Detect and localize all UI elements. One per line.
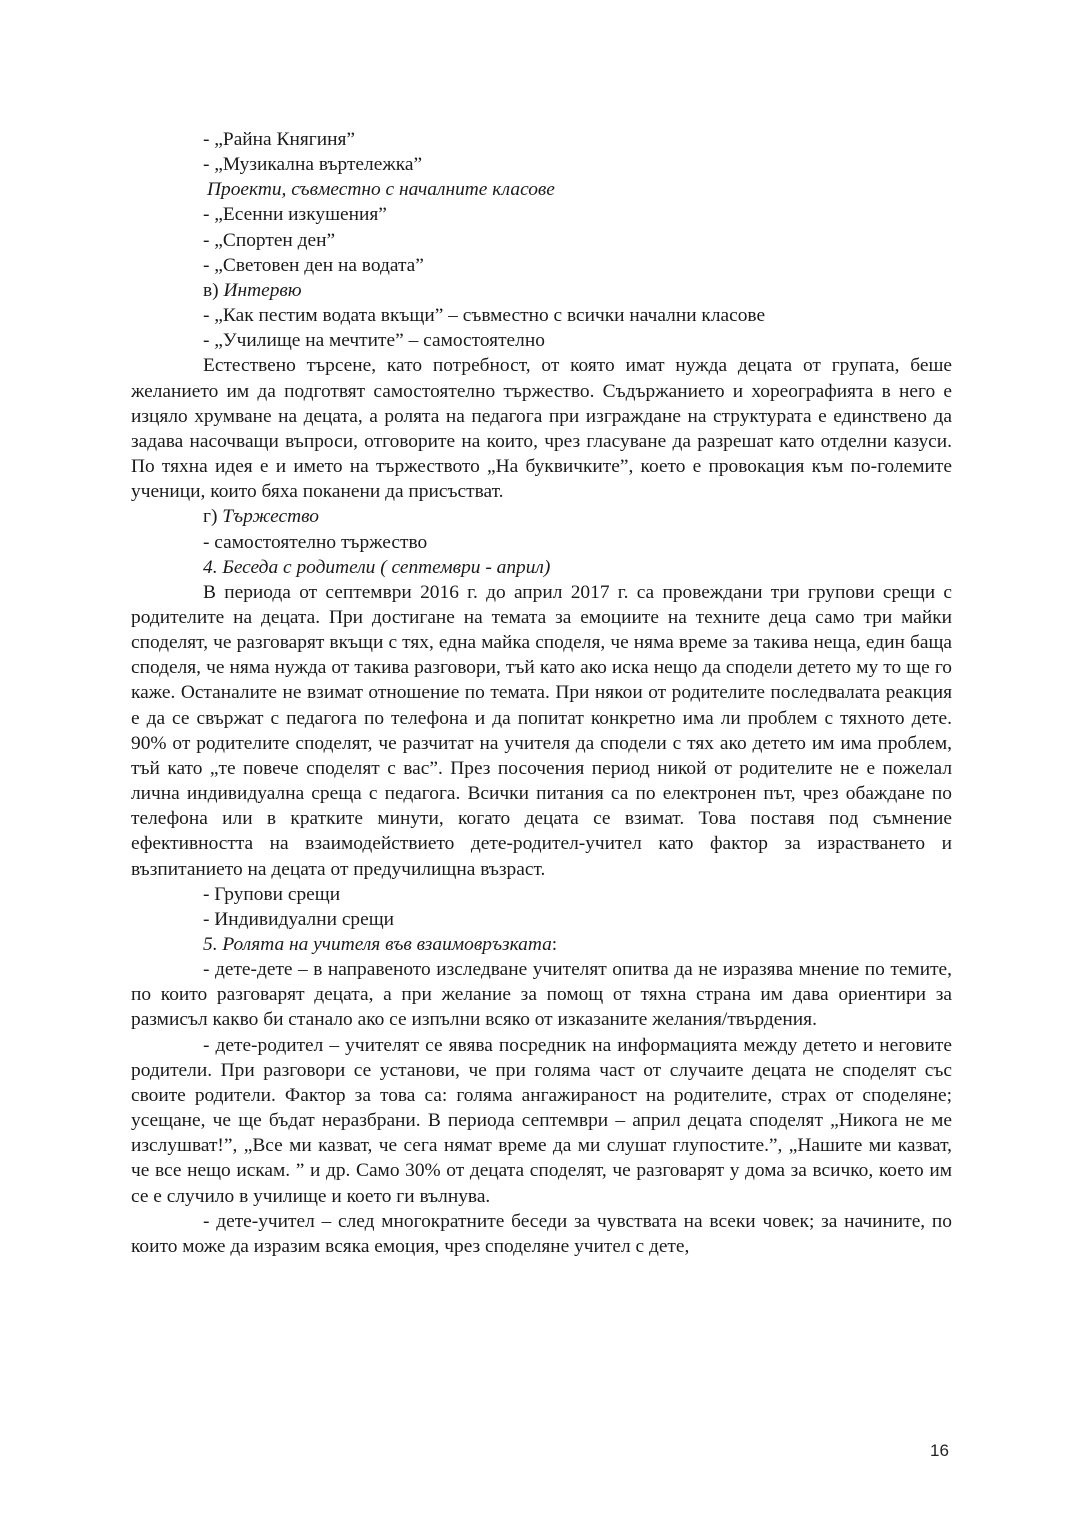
section-heading-5: [131, 932, 952, 957]
paragraph: Естествено търсене, като потребност, от която имат нужда децата от групата, беше желанието им да подготвят самостоятелно тържество. Съдържанието и хореографията в него е изцяло хрумване на децата, а ролята на педагога при изграждане на структурата е единствено да задава насочващи въпроси, отговорите на които, чрез гласуване да разрешат като отделни казуси. По тяхна идея е и името на тържеството „На буквичките”, което е провокация към по-големите ученици, които бяха поканени да присъстват.: [131, 355, 952, 503]
list-item: - самостоятелно тържество: [203, 531, 428, 553]
section-heading-4: 4. Беседа с родители ( септември - април): [203, 556, 551, 578]
list-item: - „Есенни изкушения”: [203, 204, 387, 226]
list-item: - „Музикална въртележка”: [203, 154, 423, 176]
list-item: - Групови срещи: [203, 883, 341, 905]
section-title: Тържество: [222, 506, 319, 528]
paragraph: - дете-дете – в направеното изследване учителят опитва да не изразява мнение по темите, по които разговарят децата, а при желание за помощ от тяхна страна им дава ориентири за размисъл какво би станало ако се изпълни всяко от изказаните желания/твърдения.: [131, 959, 952, 1031]
section-prefix: г): [203, 506, 223, 528]
section-title: 5. Ролята на учителя във взаимовръзката: [203, 934, 552, 955]
list-item: - „Световен ден на водата”: [203, 254, 424, 276]
projects-heading: Проекти, съвместно с началните класове: [207, 179, 555, 201]
list-item: - „Райна Княгиня”: [203, 129, 355, 150]
section-suffix: :: [551, 934, 558, 955]
section-heading-v: [131, 278, 952, 303]
section-heading-g: [131, 504, 952, 529]
list-item: - Индивидуални срещи: [203, 908, 395, 930]
section-title: Интервю: [223, 279, 302, 301]
paragraph: - дете-родител – учителят се явява посредник на информацията между детето и неговите родители. При разговори се установи, че при голяма част от случаите децата не споделят със своите родители. Фактор за това са: голяма ангажираност на родителите, страх от споделяне; усещане, че ще бъдат неразбрани. В периода септември – април децата споделят „Никога не ме изслушват!”, „Все ми казват, че сега нямат време да ми слушат глупостите.”, „Нашите ми казват, че все нещо искам. ” и др. Само 30% от децата споделят, че разговарят у дома за всичко, което им се е случило в училище и което ги вълнува.: [131, 1034, 952, 1207]
paragraph: В периода от септември 2016 г. до април 2017 г. са провеждани три групови срещи с родителите на децата. При достигане на темата за емоциите на техните деца само три майки споделят, че разговарят вкъщи с тях, една майка споделя, че няма време за такива неща, един баща споделя, че няма нужда от такива разговори, тъй като ако иска нещо да сподели детето му то ще го каже. Останалите не взимат отношение по темата. При някои от родителите последвалата реакция е да се свържат с педагога по телефона и да попитат конкретно има ли проблем с тяхното дете. 90% от родителите споделят, че разчитат на учителя да сподели с тях ако детето им има проблем, тъй като „те повече споделят с вас”. През посочения период никой от родителите не е пожелал лична индивидуална среща с педагога. Всички питания са по електронен път, чрез обаждане по телефона или в кратките минути, когато децата се взимат. Това поставя под съмнение ефективността на взаимодействието дете-родител-учител като фактор за израстването и възпитанието на децата от предучилищна възраст.: [131, 581, 952, 880]
list-item: - „Как пестим водата вкъщи” – съвместно с всички начални класове: [203, 305, 766, 327]
page-number: 16: [930, 1441, 949, 1460]
list-item: - „Училище на мечтите” – самостоятелно: [203, 330, 545, 352]
section-prefix: в): [203, 279, 224, 301]
page-body: [131, 127, 952, 1259]
list-item: - „Спортен ден”: [203, 229, 336, 251]
paragraph: - дете-учител – след многократните беседи за чувствата на всеки човек; за начините, по които може да изразим всяка емоция, чрез споделяне учител с дете,: [131, 1210, 952, 1257]
